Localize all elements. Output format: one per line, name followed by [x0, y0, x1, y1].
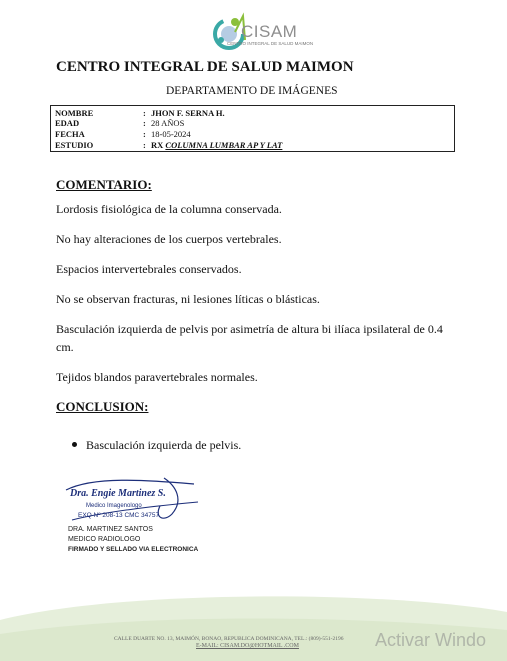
footer-email[interactable]: E-MAIL: CISAM.DO@HOTMAIL .COM [196, 643, 299, 649]
stamp-name: Dra. Engie Martinez S. [70, 488, 166, 499]
row-sep: : [143, 118, 146, 128]
bullet-icon [72, 442, 77, 447]
logo-subtitle: CENTRO INTEGRAL DE SALUD MAIMON [227, 41, 314, 46]
conclusion-item: Basculación izquierda de pelvis. [86, 438, 242, 452]
stamp-signature-icon [64, 476, 202, 528]
row-value: JHON F. SERNA H. [151, 108, 225, 118]
signature-name: DRA. MARTINEZ SANTOS [68, 526, 153, 533]
page-title: CENTRO INTEGRAL DE SALUD MAIMON [56, 59, 354, 75]
row-sep: : [143, 129, 146, 139]
row-label: ESTUDIO [55, 140, 94, 150]
doctor-stamp [64, 476, 202, 528]
row-value: 18-05-2024 [151, 129, 191, 139]
comentario-paragraph: No se observan fracturas, ni lesiones líticas o blásticas. [56, 292, 320, 306]
row-value: 28 AÑOS [151, 118, 185, 128]
signature-block [68, 525, 198, 555]
signature-role: MEDICO RADIOLOGO [68, 536, 141, 543]
conclusion-heading: CONCLUSION: [56, 399, 149, 414]
patient-row-date [55, 129, 191, 139]
footer-address: CALLE DUARTE NO. 13, MAIMÓN, BONAO, REPUBLICA DOMINICANA, TEL.: (809)-551-2196 [114, 636, 344, 642]
patient-row-age [55, 118, 184, 128]
row-sep: : [143, 108, 146, 118]
comentario-paragraph: Lordosis fisiológica de la columna conservada. [56, 202, 282, 216]
row-label: NOMBRE [55, 108, 94, 118]
comentario-paragraph: No hay alteraciones de los cuerpos vertebrales. [56, 232, 282, 246]
activation-watermark: Activar Windo [375, 630, 487, 650]
row-label: FECHA [55, 129, 85, 139]
row-value: COLUMNA LUMBAR AP Y LAT [165, 140, 283, 150]
logo-name: CISAM [241, 22, 298, 41]
comentario-paragraph: Espacios intervertebrales conservados. [56, 262, 242, 276]
row-sep: : [143, 140, 146, 150]
department-title: DEPARTAMENTO DE IMÁGENES [166, 85, 338, 97]
signature-note: FIRMADO Y SELLADO VIA ELECTRONICA [68, 546, 199, 553]
comentario-paragraph: Basculación izquierda de pelvis por asimetría de altura bi ilíaca ipsilateral de 0.4 cm. [56, 322, 443, 354]
row-label: EDAD [55, 118, 80, 128]
patient-row-study [55, 140, 282, 150]
stamp-role: Medico Imagenologo [86, 503, 142, 509]
patient-row-name [55, 108, 225, 118]
comentario-heading: COMENTARIO: [56, 177, 152, 192]
row-prefix: RX [151, 140, 166, 150]
comentario-paragraph: Tejidos blandos paravertebrales normales. [56, 370, 258, 384]
stamp-exequatur: EXQ Nº 208-13 CMC 34757 [78, 512, 160, 519]
